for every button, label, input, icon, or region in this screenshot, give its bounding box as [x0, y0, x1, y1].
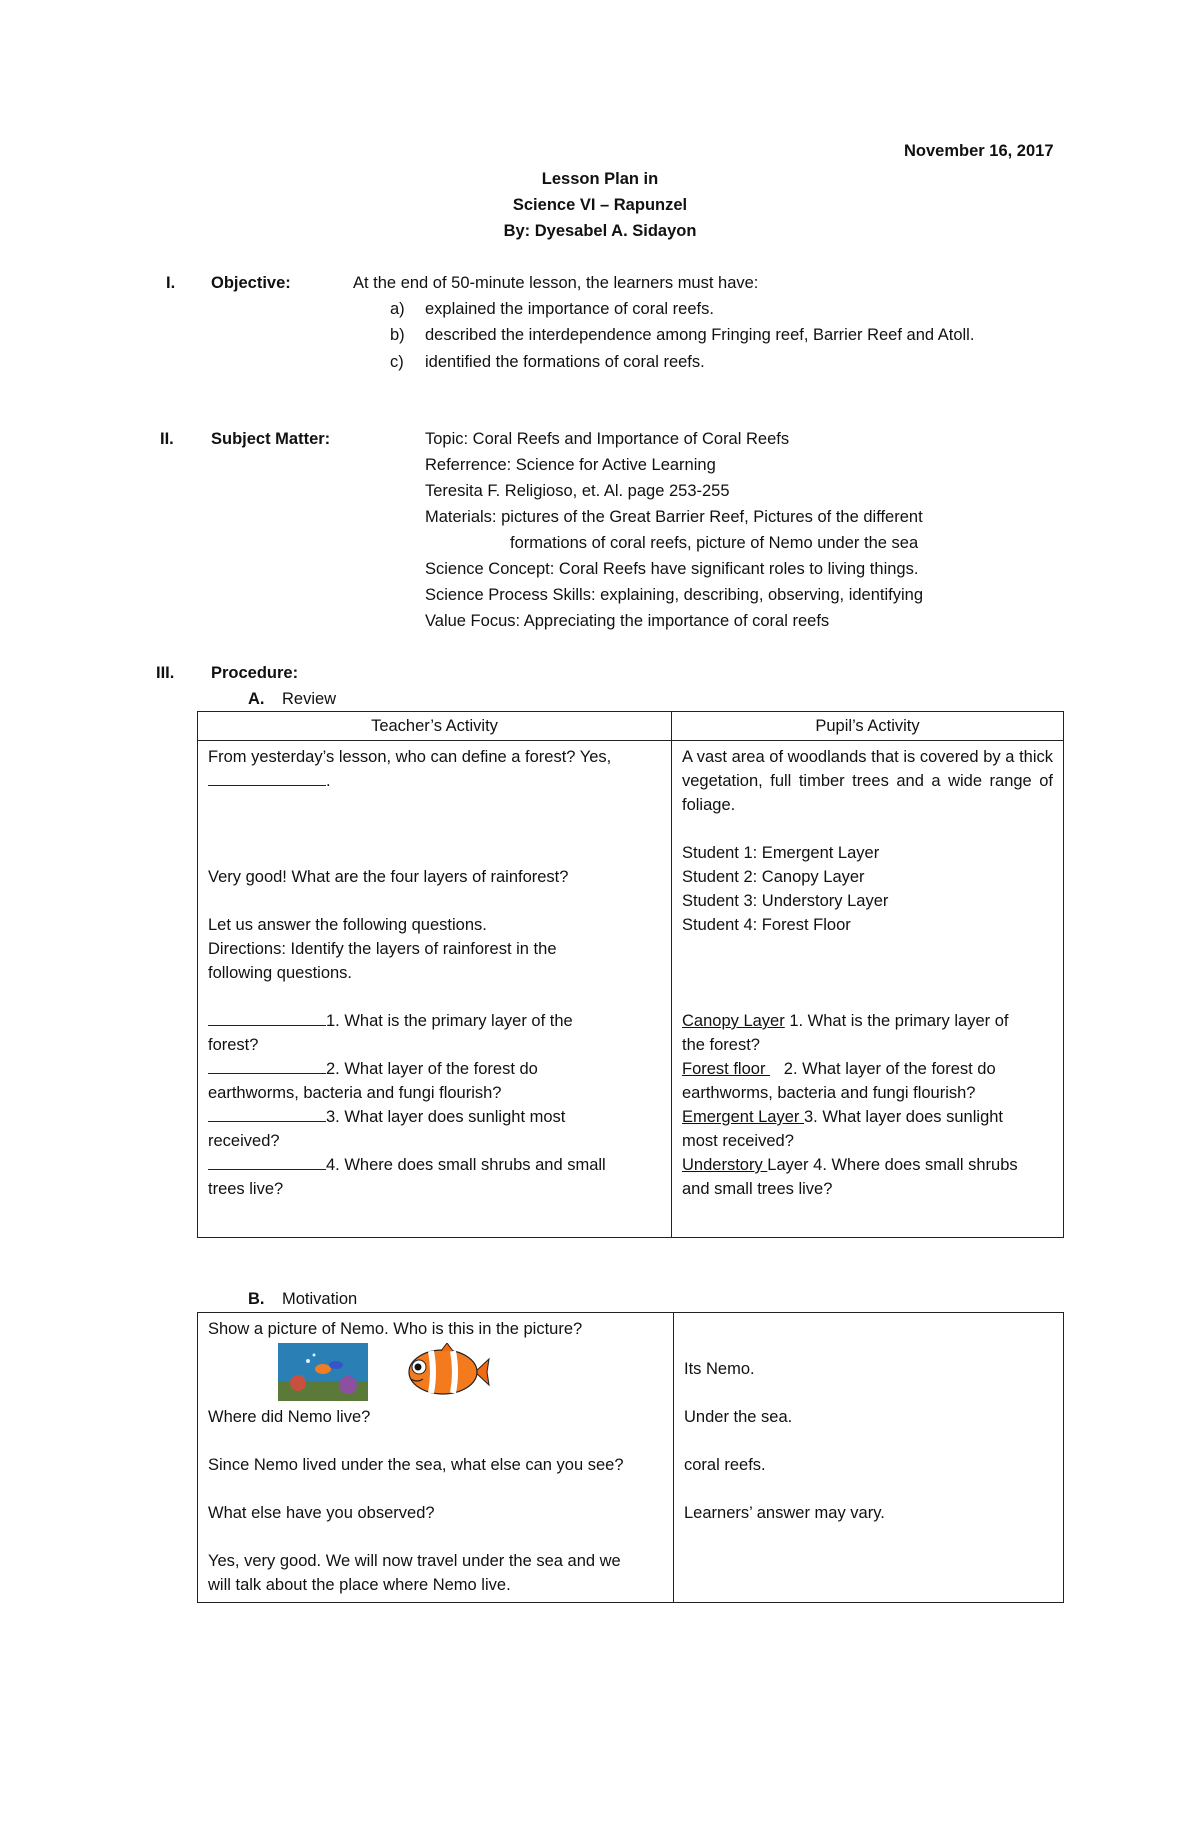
teacher-directions-cont: following questions. [208, 964, 353, 982]
objective-marker-c: c) [390, 353, 404, 371]
pupil-answer-2-text: 2. What layer of the forest do [770, 1060, 996, 1078]
quiz-item-4-text: 4. Where does small shrubs and small [326, 1156, 606, 1174]
review-heading: Review [282, 690, 337, 708]
teacher-question-1-end: . [326, 772, 331, 790]
answer-blank [208, 1153, 326, 1170]
title-line-3: By: Dyesabel A. Sidayon [503, 222, 697, 240]
quiz-item-4-cont: trees live? [208, 1180, 284, 1198]
procedure-label: Procedure: [211, 664, 299, 682]
teacher-directions: Directions: Identify the layers of rainforest in the [208, 940, 557, 958]
motivation-pupil-2: Under the sea. [684, 1408, 793, 1426]
quiz-item-1-text: 1. What is the primary layer of the [326, 1012, 573, 1030]
motivation-teacher-4: What else have you observed? [208, 1504, 435, 1522]
nemo-clownfish-image [401, 1343, 491, 1401]
objective-intro: At the end of 50-minute lesson, the learners must have: [353, 274, 759, 292]
motivation-teacher-2: Where did Nemo live? [208, 1408, 371, 1426]
pupil-activity-header: Pupil’s Activity [672, 712, 1064, 741]
pupil-answer-2-cont: earthworms, bacteria and fungi flourish? [682, 1084, 976, 1102]
pupil-student-3: Student 3: Understory Layer [682, 892, 889, 910]
motivation-marker: B. [248, 1290, 265, 1308]
objective-item-a: explained the importance of coral reefs. [425, 300, 714, 318]
objective-marker-a: a) [390, 300, 405, 318]
motivation-table [197, 1312, 1064, 1603]
teacher-question-1-blank-line [208, 769, 661, 793]
pupil-student-4: Student 4: Forest Floor [682, 916, 851, 934]
quiz-item-2 [208, 1057, 661, 1081]
quiz-item-2-cont: earthworms, bacteria and fungi flourish? [208, 1084, 502, 1102]
motivation-pictures [208, 1341, 663, 1405]
teacher-instruction: Let us answer the following questions. [208, 916, 487, 934]
title-line-2: Science VI – Rapunzel [512, 196, 688, 214]
pupil-answer-3-cont: most received? [682, 1132, 794, 1150]
objective-item-c: identified the formations of coral reefs. [425, 353, 705, 371]
teacher-question-2: Very good! What are the four layers of rainforest? [208, 868, 569, 886]
motivation-pupil-3: coral reefs. [684, 1456, 766, 1474]
answer-blank [208, 1057, 326, 1074]
review-marker: A. [248, 690, 265, 708]
quiz-item-3-text: 3. What layer does sunlight most [326, 1108, 566, 1126]
teacher-question-1: From yesterday’s lesson, who can define a forest? Yes, [208, 748, 612, 766]
pupil-answer-4 [682, 1153, 1053, 1177]
quiz-item-1-cont: forest? [208, 1036, 259, 1054]
pupil-review-cell [672, 741, 1064, 1238]
objective-item-b: described the interdependence among Fringing reef, Barrier Reef and Atoll. [425, 326, 975, 344]
pupil-answer-1-cont: the forest? [682, 1036, 760, 1054]
subject-topic: Topic: Coral Reefs and Importance of Coral Reefs [425, 430, 790, 448]
subject-value-focus: Value Focus: Appreciating the importance of coral reefs [425, 612, 830, 630]
subject-concept: Science Concept: Coral Reefs have significant roles to living things. [425, 560, 919, 578]
teacher-activity-header: Teacher’s Activity [198, 712, 672, 741]
quiz-item-4 [208, 1153, 661, 1177]
title-line-1: Lesson Plan in [541, 170, 659, 188]
subject-label: Subject Matter: [211, 430, 331, 448]
motivation-teacher-5: Yes, very good. We will now travel under the sea and we [208, 1552, 621, 1570]
procedure-number: III. [156, 664, 175, 682]
pupil-answer-1 [682, 1009, 1053, 1033]
pupil-forest-definition: A vast area of woodlands that is covered by a thick vegetation, full timber trees and a wide range of foliage. [682, 748, 1053, 814]
subject-number: II. [160, 430, 174, 448]
pupil-motivation-cell [674, 1313, 1064, 1603]
pupil-answer-3 [682, 1105, 1053, 1129]
motivation-heading: Motivation [282, 1290, 358, 1308]
motivation-teacher-3: Since Nemo lived under the sea, what else can you see? [208, 1456, 624, 1474]
motivation-teacher-6: will talk about the place where Nemo live. [208, 1576, 511, 1594]
objective-number: I. [166, 274, 176, 292]
teacher-motivation-cell [198, 1313, 674, 1603]
finding-nemo-scene-image [278, 1343, 368, 1401]
teacher-review-cell [198, 741, 672, 1238]
pupil-answer-4-cont: and small trees live? [682, 1180, 833, 1198]
answer-blank [208, 1009, 326, 1026]
motivation-pupil-4: Learners’ answer may vary. [684, 1504, 885, 1522]
pupil-answer-1-underlined: Canopy Layer [682, 1012, 785, 1030]
pupil-student-2: Student 2: Canopy Layer [682, 868, 865, 886]
pupil-answer-4-text: Layer 4. Where does small shrubs [767, 1156, 1018, 1174]
subject-reference: Referrence: Science for Active Learning [425, 456, 716, 474]
pupil-answer-1-text: 1. What is the primary layer of [784, 1012, 1009, 1030]
pupil-student-1: Student 1: Emergent Layer [682, 844, 880, 862]
objective-label: Objective: [211, 274, 291, 292]
quiz-item-1 [208, 1009, 661, 1033]
objective-marker-b: b) [390, 326, 405, 344]
quiz-item-3-cont: received? [208, 1132, 280, 1150]
pupil-answer-3-underlined: Emergent Layer [682, 1108, 804, 1126]
review-table [197, 711, 1064, 1238]
pupil-answer-2 [682, 1057, 1053, 1081]
pupil-answer-2-underlined: Forest floor [682, 1060, 771, 1078]
pupil-answer-3-text: 3. What layer does sunlight [803, 1108, 1004, 1126]
quiz-item-3 [208, 1105, 661, 1129]
lesson-date: November 16, 2017 [904, 142, 1054, 160]
subject-author: Teresita F. Religioso, et. Al. page 253-255 [425, 482, 730, 500]
motivation-teacher-1: Show a picture of Nemo. Who is this in the picture? [208, 1320, 583, 1338]
subject-process-skills: Science Process Skills: explaining, describing, observing, identifying [425, 586, 924, 604]
quiz-item-2-text: 2. What layer of the forest do [326, 1060, 538, 1078]
answer-blank [208, 1105, 326, 1122]
subject-materials-cont: formations of coral reefs, picture of Nemo under the sea [510, 534, 919, 552]
subject-materials: Materials: pictures of the Great Barrier Reef, Pictures of the different [425, 508, 923, 526]
pupil-answer-4-underlined: Understory [682, 1156, 768, 1174]
motivation-pupil-1: Its Nemo. [684, 1360, 755, 1378]
answer-blank [208, 769, 326, 786]
